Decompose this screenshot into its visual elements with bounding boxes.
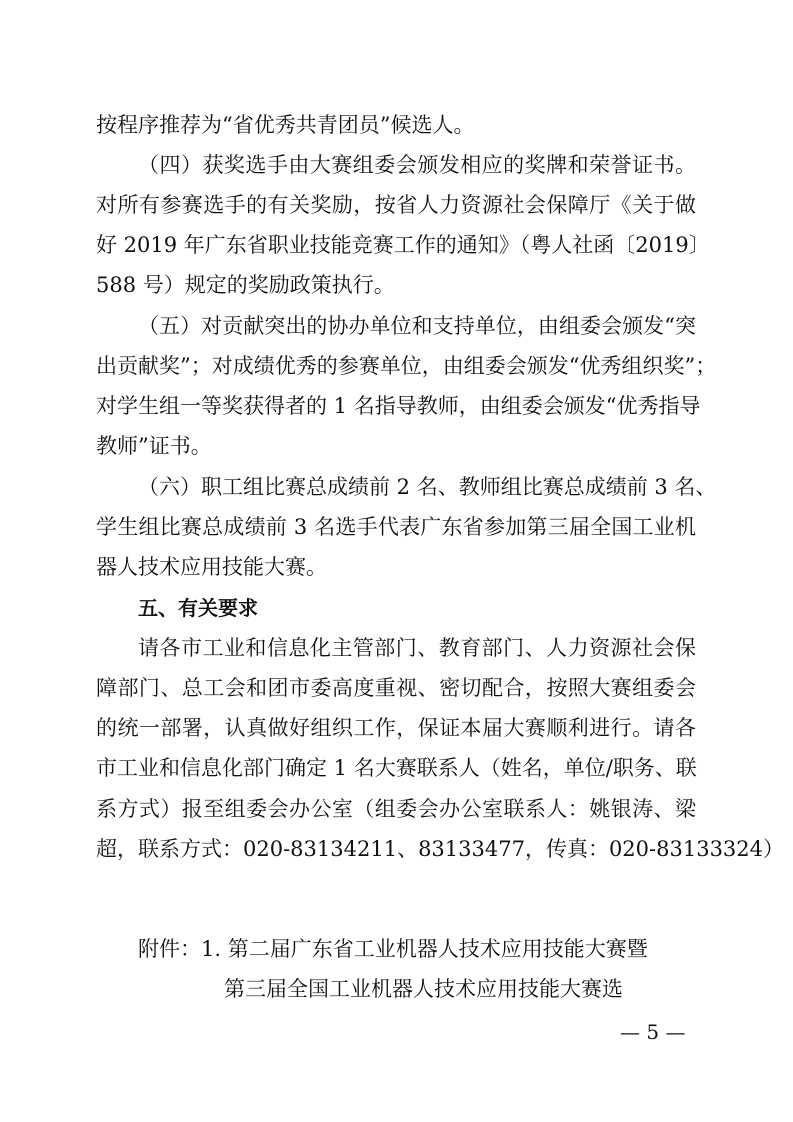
paragraph-line: 出贡献奖”；对成绩优秀的参赛单位，由组委会颁发“优秀组织奖”； [96, 354, 717, 378]
paragraph-line: 对学生组一等奖获得者的 1 名指导教师，由组委会颁发“优秀指导 [96, 394, 701, 418]
paragraph-line: 588 号）规定的奖励政策执行。 [96, 273, 395, 297]
paragraph-line: 系方式）报至组委会办公室（组委会办公室联系人：姚银涛、梁 [96, 797, 696, 821]
paragraph-line: 请各市工业和信息化主管部门、教育部门、人力资源社会保 [138, 636, 696, 660]
paragraph-line: （四）获奖选手由大赛组委会颁发相应的奖牌和荣誉证书。 [138, 153, 696, 177]
paragraph-line: （五）对贡献突出的协办单位和支持单位，由组委会颁发“突 [138, 314, 696, 338]
attachment-line: 第三届全国工业机器人技术应用技能大赛选 [224, 977, 623, 1001]
paragraph-line: 学生组比赛总成绩前 3 名选手代表广东省参加第三届全国工业机 [96, 515, 696, 539]
paragraph-line: 超，联系方式：020-83134211、83133477，传真：020-83133324） [96, 837, 785, 861]
paragraph-line: 按程序推荐为“省优秀共青团员”候选人。 [96, 113, 475, 137]
paragraph-line: 器人技术应用技能大赛。 [96, 555, 327, 579]
paragraph-line: 的统一部署，认真做好组织工作，保证本届大赛顺利进行。请各 [96, 716, 696, 740]
paragraph-line: （六）职工组比赛总成绩前 2 名、教师组比赛总成绩前 3 名、 [138, 475, 717, 499]
attachment-line: 附件：1. 第二届广东省工业机器人技术应用技能大赛暨 [138, 937, 648, 961]
paragraph-line: 障部门、总工会和团市委高度重视、密切配合，按照大赛组委会 [96, 676, 696, 700]
paragraph-line: 教师”证书。 [96, 434, 212, 458]
paragraph-line: 市工业和信息化部门确定 1 名大赛联系人（姓名，单位/职务、联 [96, 756, 697, 780]
page-number: — 5 — [620, 1020, 686, 1044]
paragraph-line: 对所有参赛选手的有关奖励，按省人力资源社会保障厅《关于做 [96, 193, 696, 217]
paragraph-line: 好 2019 年广东省职业技能竞赛工作的通知》（粤人社函〔2019〕 [96, 233, 710, 257]
section-heading: 五、有关要求 [138, 596, 258, 620]
